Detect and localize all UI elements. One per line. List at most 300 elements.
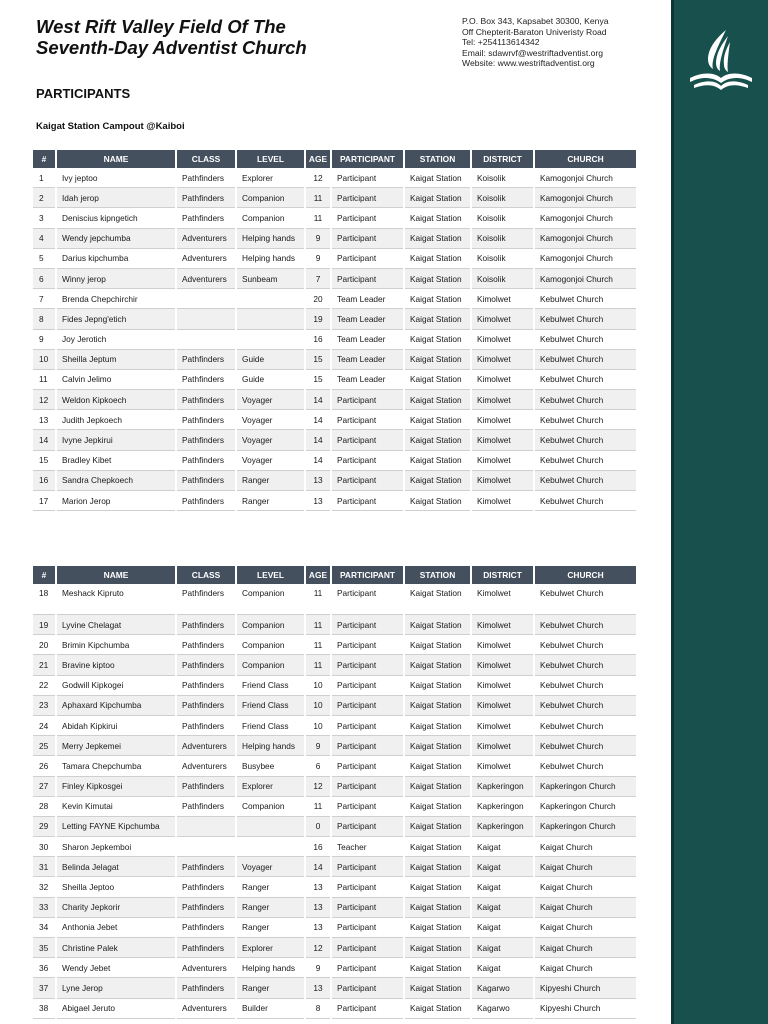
cell-class: Pathfinders bbox=[176, 715, 236, 735]
cell-station: Kaigat Station bbox=[404, 615, 471, 635]
contact-email: Email: sdawrvf@westriftadventist.org bbox=[462, 47, 604, 58]
cell-level: Ranger bbox=[236, 917, 305, 937]
cell-district: Kapkeringon bbox=[471, 776, 534, 796]
cell-name: Lyvine Chelagat bbox=[56, 615, 176, 635]
cell-num: 3 bbox=[33, 208, 56, 228]
cell-age: 13 bbox=[305, 470, 331, 490]
column-header-participant: PARTICIPANT bbox=[331, 150, 404, 168]
cell-class: Adventurers bbox=[176, 958, 236, 978]
cell-class: Adventurers bbox=[176, 248, 236, 268]
cell-level: Companion bbox=[236, 655, 305, 675]
cell-name: Brenda Chepchirchir bbox=[56, 289, 176, 309]
column-header-station: STATION bbox=[404, 150, 471, 168]
cell-level: Helping hands bbox=[236, 736, 305, 756]
table-row bbox=[33, 635, 636, 655]
cell-class bbox=[176, 329, 236, 349]
cell-class: Pathfinders bbox=[176, 917, 236, 937]
cell-district: Kimolwet bbox=[471, 715, 534, 735]
cell-participant: Participant bbox=[331, 470, 404, 490]
cell-station: Kaigat Station bbox=[404, 655, 471, 675]
cell-station: Kaigat Station bbox=[404, 816, 471, 836]
cell-district: Kimolwet bbox=[471, 615, 534, 635]
cell-district: Kimolwet bbox=[471, 390, 534, 410]
cell-name: Joy Jerotich bbox=[56, 329, 176, 349]
cell-class: Pathfinders bbox=[176, 410, 236, 430]
cell-district: Kaigat bbox=[471, 877, 534, 897]
cell-station: Kaigat Station bbox=[404, 289, 471, 309]
cell-church: Kebulwet Church bbox=[534, 756, 636, 776]
table-row bbox=[33, 208, 636, 228]
cell-church: Kamogonjoi Church bbox=[534, 268, 636, 288]
cell-church: Kebulwet Church bbox=[534, 736, 636, 756]
cell-name: Weldon Kipkoech bbox=[56, 390, 176, 410]
cell-age: 14 bbox=[305, 390, 331, 410]
table-row bbox=[33, 978, 636, 998]
cell-age: 16 bbox=[305, 837, 331, 857]
contact-website: Website: www.westriftadventist.org bbox=[462, 58, 595, 69]
cell-age: 12 bbox=[305, 776, 331, 796]
cell-num: 17 bbox=[33, 491, 56, 511]
cell-district: Koisolik bbox=[471, 248, 534, 268]
cell-church: Kebulwet Church bbox=[534, 410, 636, 430]
cell-name: Bravine kiptoo bbox=[56, 655, 176, 675]
cell-station: Kaigat Station bbox=[404, 837, 471, 857]
cell-station: Kaigat Station bbox=[404, 796, 471, 816]
cell-participant: Team Leader bbox=[331, 349, 404, 369]
cell-level: Helping hands bbox=[236, 958, 305, 978]
cell-level: Voyager bbox=[236, 857, 305, 877]
cell-name: Tamara Chepchumba bbox=[56, 756, 176, 776]
cell-name: Judith Jepkoech bbox=[56, 410, 176, 430]
cell-level: Helping hands bbox=[236, 248, 305, 268]
cell-district: Kimolwet bbox=[471, 491, 534, 511]
cell-num: 8 bbox=[33, 309, 56, 329]
cell-participant: Participant bbox=[331, 491, 404, 511]
cell-district: Kimolwet bbox=[471, 470, 534, 490]
table-row bbox=[33, 958, 636, 978]
cell-level: Voyager bbox=[236, 410, 305, 430]
cell-level: Companion bbox=[236, 208, 305, 228]
cell-participant: Participant bbox=[331, 938, 404, 958]
cell-district: Kimolwet bbox=[471, 349, 534, 369]
cell-station: Kaigat Station bbox=[404, 958, 471, 978]
cell-district: Kagarwo bbox=[471, 978, 534, 998]
table-row bbox=[33, 349, 636, 369]
cell-name: Darius kipchumba bbox=[56, 248, 176, 268]
cell-district: Kimolwet bbox=[471, 695, 534, 715]
cell-num: 5 bbox=[33, 248, 56, 268]
cell-district: Kimolwet bbox=[471, 584, 534, 615]
cell-church: Kebulwet Church bbox=[534, 450, 636, 470]
organization-title bbox=[36, 16, 307, 58]
cell-level bbox=[236, 289, 305, 309]
cell-station: Kaigat Station bbox=[404, 470, 471, 490]
cell-church: Kebulwet Church bbox=[534, 309, 636, 329]
cell-participant: Participant bbox=[331, 635, 404, 655]
column-header-district: DISTRICT bbox=[471, 566, 534, 584]
cell-church: Kaigat Church bbox=[534, 897, 636, 917]
cell-name: Meshack Kipruto bbox=[56, 584, 176, 615]
cell-participant: Participant bbox=[331, 736, 404, 756]
cell-church: Kaigat Church bbox=[534, 917, 636, 937]
cell-name: Ivy jeptoo bbox=[56, 168, 176, 188]
cell-num: 31 bbox=[33, 857, 56, 877]
table-row bbox=[33, 491, 636, 511]
cell-station: Kaigat Station bbox=[404, 329, 471, 349]
cell-church: Kebulwet Church bbox=[534, 349, 636, 369]
cell-num: 30 bbox=[33, 837, 56, 857]
cell-name: Ivyne Jepkirui bbox=[56, 430, 176, 450]
cell-district: Kaigat bbox=[471, 857, 534, 877]
column-header-name: NAME bbox=[56, 150, 176, 168]
cell-district: Koisolik bbox=[471, 268, 534, 288]
cell-level: Guide bbox=[236, 369, 305, 389]
table-row bbox=[33, 655, 636, 675]
cell-church: Kebulwet Church bbox=[534, 584, 636, 615]
cell-age: 14 bbox=[305, 450, 331, 470]
cell-num: 20 bbox=[33, 635, 56, 655]
cell-station: Kaigat Station bbox=[404, 450, 471, 470]
table-row bbox=[33, 309, 636, 329]
cell-age: 10 bbox=[305, 715, 331, 735]
cell-name: Winny jerop bbox=[56, 268, 176, 288]
cell-name: Marion Jerop bbox=[56, 491, 176, 511]
cell-name: Merry Jepkemei bbox=[56, 736, 176, 756]
cell-district: Kimolwet bbox=[471, 410, 534, 430]
cell-name: Abidah Kipkirui bbox=[56, 715, 176, 735]
cell-class: Pathfinders bbox=[176, 491, 236, 511]
contact-phone: Tel: +254113614342 bbox=[462, 37, 540, 48]
table-row bbox=[33, 917, 636, 937]
cell-district: Kaigat bbox=[471, 917, 534, 937]
cell-age: 19 bbox=[305, 309, 331, 329]
participants-table-1 bbox=[33, 150, 636, 511]
cell-station: Kaigat Station bbox=[404, 978, 471, 998]
cell-level: Companion bbox=[236, 635, 305, 655]
cell-station: Kaigat Station bbox=[404, 309, 471, 329]
cell-station: Kaigat Station bbox=[404, 857, 471, 877]
cell-participant: Teacher bbox=[331, 837, 404, 857]
cell-num: 38 bbox=[33, 998, 56, 1018]
cell-num: 23 bbox=[33, 695, 56, 715]
cell-participant: Team Leader bbox=[331, 309, 404, 329]
cell-num: 19 bbox=[33, 615, 56, 635]
cell-age: 11 bbox=[305, 615, 331, 635]
cell-church: Kapkeringon Church bbox=[534, 796, 636, 816]
cell-name: Belinda Jelagat bbox=[56, 857, 176, 877]
cell-district: Kimolwet bbox=[471, 635, 534, 655]
table-row bbox=[33, 228, 636, 248]
cell-name: Anthonia Jebet bbox=[56, 917, 176, 937]
cell-num: 36 bbox=[33, 958, 56, 978]
cell-level: Voyager bbox=[236, 430, 305, 450]
cell-age: 11 bbox=[305, 188, 331, 208]
cell-num: 29 bbox=[33, 816, 56, 836]
cell-station: Kaigat Station bbox=[404, 998, 471, 1018]
column-header-class: CLASS bbox=[176, 150, 236, 168]
organization-title-line2: Seventh-Day Adventist Church bbox=[36, 37, 307, 58]
cell-participant: Participant bbox=[331, 228, 404, 248]
cell-class: Pathfinders bbox=[176, 938, 236, 958]
cell-class: Pathfinders bbox=[176, 369, 236, 389]
cell-age: 10 bbox=[305, 675, 331, 695]
cell-station: Kaigat Station bbox=[404, 168, 471, 188]
cell-name: Aphaxard Kipchumba bbox=[56, 695, 176, 715]
table-row bbox=[33, 450, 636, 470]
adventist-logo-icon bbox=[686, 28, 756, 96]
column-header-num: # bbox=[33, 150, 56, 168]
cell-age: 13 bbox=[305, 491, 331, 511]
table-row bbox=[33, 796, 636, 816]
cell-level bbox=[236, 309, 305, 329]
cell-participant: Participant bbox=[331, 430, 404, 450]
cell-num: 32 bbox=[33, 877, 56, 897]
cell-district: Kimolwet bbox=[471, 675, 534, 695]
cell-name: Bradley Kibet bbox=[56, 450, 176, 470]
cell-church: Kebulwet Church bbox=[534, 491, 636, 511]
table-row bbox=[33, 776, 636, 796]
cell-class: Pathfinders bbox=[176, 695, 236, 715]
cell-participant: Participant bbox=[331, 978, 404, 998]
cell-station: Kaigat Station bbox=[404, 938, 471, 958]
cell-name: Finley Kipkosgei bbox=[56, 776, 176, 796]
cell-church: Kebulwet Church bbox=[534, 675, 636, 695]
cell-level: Guide bbox=[236, 349, 305, 369]
cell-church: Kapkeringon Church bbox=[534, 776, 636, 796]
column-header-age: AGE bbox=[305, 566, 331, 584]
cell-district: Kagarwo bbox=[471, 998, 534, 1018]
cell-district: Kimolwet bbox=[471, 289, 534, 309]
cell-station: Kaigat Station bbox=[404, 877, 471, 897]
cell-age: 9 bbox=[305, 736, 331, 756]
cell-class: Pathfinders bbox=[176, 897, 236, 917]
cell-name: Kevin Kimutai bbox=[56, 796, 176, 816]
cell-num: 15 bbox=[33, 450, 56, 470]
cell-name: Godwill Kipkogei bbox=[56, 675, 176, 695]
cell-num: 28 bbox=[33, 796, 56, 816]
cell-participant: Team Leader bbox=[331, 289, 404, 309]
cell-num: 2 bbox=[33, 188, 56, 208]
column-header-station: STATION bbox=[404, 566, 471, 584]
cell-church: Kebulwet Church bbox=[534, 390, 636, 410]
cell-level: Ranger bbox=[236, 978, 305, 998]
cell-class: Pathfinders bbox=[176, 615, 236, 635]
cell-num: 7 bbox=[33, 289, 56, 309]
cell-participant: Participant bbox=[331, 268, 404, 288]
cell-church: Kebulwet Church bbox=[534, 615, 636, 635]
cell-age: 7 bbox=[305, 268, 331, 288]
table-row bbox=[33, 369, 636, 389]
cell-class bbox=[176, 289, 236, 309]
cell-name: Sandra Chepkoech bbox=[56, 470, 176, 490]
cell-participant: Participant bbox=[331, 584, 404, 615]
cell-participant: Participant bbox=[331, 715, 404, 735]
cell-district: Kimolwet bbox=[471, 756, 534, 776]
cell-class: Pathfinders bbox=[176, 796, 236, 816]
table-row bbox=[33, 857, 636, 877]
cell-level: Ranger bbox=[236, 897, 305, 917]
table-row bbox=[33, 615, 636, 635]
cell-num: 10 bbox=[33, 349, 56, 369]
cell-church: Kebulwet Church bbox=[534, 695, 636, 715]
cell-church: Kebulwet Church bbox=[534, 715, 636, 735]
cell-station: Kaigat Station bbox=[404, 715, 471, 735]
cell-participant: Participant bbox=[331, 958, 404, 978]
table-row bbox=[33, 390, 636, 410]
cell-name: Lyne Jerop bbox=[56, 978, 176, 998]
cell-district: Kapkeringon bbox=[471, 796, 534, 816]
cell-class: Pathfinders bbox=[176, 470, 236, 490]
cell-church: Kebulwet Church bbox=[534, 470, 636, 490]
cell-age: 13 bbox=[305, 917, 331, 937]
cell-num: 37 bbox=[33, 978, 56, 998]
cell-station: Kaigat Station bbox=[404, 736, 471, 756]
cell-level: Companion bbox=[236, 615, 305, 635]
cell-age: 20 bbox=[305, 289, 331, 309]
cell-church: Kebulwet Church bbox=[534, 369, 636, 389]
cell-station: Kaigat Station bbox=[404, 228, 471, 248]
cell-class: Adventurers bbox=[176, 736, 236, 756]
cell-name: Sharon Jepkemboi bbox=[56, 837, 176, 857]
cell-church: Kapkeringon Church bbox=[534, 816, 636, 836]
table-row bbox=[33, 715, 636, 735]
table-row bbox=[33, 289, 636, 309]
cell-church: Kamogonjoi Church bbox=[534, 248, 636, 268]
cell-participant: Participant bbox=[331, 675, 404, 695]
cell-age: 14 bbox=[305, 430, 331, 450]
cell-age: 14 bbox=[305, 410, 331, 430]
column-header-district: DISTRICT bbox=[471, 150, 534, 168]
cell-age: 10 bbox=[305, 695, 331, 715]
column-header-level: LEVEL bbox=[236, 566, 305, 584]
cell-num: 11 bbox=[33, 369, 56, 389]
cell-district: Kaigat bbox=[471, 938, 534, 958]
cell-participant: Participant bbox=[331, 917, 404, 937]
cell-class: Pathfinders bbox=[176, 188, 236, 208]
cell-class: Pathfinders bbox=[176, 776, 236, 796]
cell-participant: Participant bbox=[331, 695, 404, 715]
cell-district: Koisolik bbox=[471, 168, 534, 188]
table-header-row bbox=[33, 566, 636, 584]
cell-participant: Participant bbox=[331, 796, 404, 816]
cell-participant: Participant bbox=[331, 168, 404, 188]
cell-participant: Participant bbox=[331, 390, 404, 410]
table-row bbox=[33, 998, 636, 1018]
campout-subheading: Kaigat Station Campout @Kaiboi bbox=[36, 121, 185, 132]
cell-class: Pathfinders bbox=[176, 978, 236, 998]
cell-name: Charity Jepkorir bbox=[56, 897, 176, 917]
cell-church: Kebulwet Church bbox=[534, 655, 636, 675]
cell-participant: Participant bbox=[331, 877, 404, 897]
cell-level: Explorer bbox=[236, 776, 305, 796]
cell-level: Friend Class bbox=[236, 715, 305, 735]
participants-table-2 bbox=[33, 566, 636, 1019]
table-row bbox=[33, 329, 636, 349]
cell-age: 13 bbox=[305, 978, 331, 998]
cell-age: 15 bbox=[305, 369, 331, 389]
cell-level bbox=[236, 837, 305, 857]
cell-level: Sunbeam bbox=[236, 268, 305, 288]
cell-participant: Participant bbox=[331, 816, 404, 836]
cell-participant: Participant bbox=[331, 998, 404, 1018]
cell-age: 9 bbox=[305, 228, 331, 248]
cell-class bbox=[176, 309, 236, 329]
cell-station: Kaigat Station bbox=[404, 491, 471, 511]
column-header-church: CHURCH bbox=[534, 150, 636, 168]
cell-station: Kaigat Station bbox=[404, 349, 471, 369]
cell-participant: Team Leader bbox=[331, 369, 404, 389]
cell-church: Kaigat Church bbox=[534, 877, 636, 897]
cell-age: 0 bbox=[305, 816, 331, 836]
cell-level: Friend Class bbox=[236, 675, 305, 695]
cell-participant: Participant bbox=[331, 615, 404, 635]
cell-num: 13 bbox=[33, 410, 56, 430]
cell-church: Kamogonjoi Church bbox=[534, 168, 636, 188]
cell-class bbox=[176, 837, 236, 857]
cell-level: Explorer bbox=[236, 938, 305, 958]
cell-participant: Participant bbox=[331, 857, 404, 877]
cell-num: 9 bbox=[33, 329, 56, 349]
cell-age: 16 bbox=[305, 329, 331, 349]
cell-level: Friend Class bbox=[236, 695, 305, 715]
cell-station: Kaigat Station bbox=[404, 208, 471, 228]
cell-district: Kapkeringon bbox=[471, 816, 534, 836]
table-row bbox=[33, 938, 636, 958]
cell-age: 11 bbox=[305, 584, 331, 615]
column-header-class: CLASS bbox=[176, 566, 236, 584]
cell-age: 8 bbox=[305, 998, 331, 1018]
cell-district: Kaigat bbox=[471, 958, 534, 978]
cell-station: Kaigat Station bbox=[404, 756, 471, 776]
cell-level: Companion bbox=[236, 188, 305, 208]
cell-class: Pathfinders bbox=[176, 635, 236, 655]
contact-address: P.O. Box 343, Kapsabet 30300, Kenya bbox=[462, 16, 609, 26]
table-row bbox=[33, 837, 636, 857]
cell-name: Wendy Jebet bbox=[56, 958, 176, 978]
cell-district: Kimolwet bbox=[471, 655, 534, 675]
cell-participant: Participant bbox=[331, 897, 404, 917]
cell-num: 24 bbox=[33, 715, 56, 735]
cell-level: Ranger bbox=[236, 470, 305, 490]
contact-road: Off Chepterit-Baraton Univeristy Road bbox=[462, 26, 607, 37]
cell-class: Adventurers bbox=[176, 268, 236, 288]
cell-level: Voyager bbox=[236, 390, 305, 410]
cell-num: 34 bbox=[33, 917, 56, 937]
cell-participant: Participant bbox=[331, 450, 404, 470]
cell-num: 35 bbox=[33, 938, 56, 958]
table-row bbox=[33, 756, 636, 776]
cell-level bbox=[236, 329, 305, 349]
cell-district: Kimolwet bbox=[471, 430, 534, 450]
cell-church: Kamogonjoi Church bbox=[534, 188, 636, 208]
cell-church: Kaigat Church bbox=[534, 857, 636, 877]
cell-class: Pathfinders bbox=[176, 877, 236, 897]
cell-class: Adventurers bbox=[176, 228, 236, 248]
cell-class: Pathfinders bbox=[176, 390, 236, 410]
column-header-church: CHURCH bbox=[534, 566, 636, 584]
table-row bbox=[33, 430, 636, 450]
table-row bbox=[33, 248, 636, 268]
cell-level: Builder bbox=[236, 998, 305, 1018]
table-row bbox=[33, 188, 636, 208]
cell-name: Wendy jepchumba bbox=[56, 228, 176, 248]
cell-church: Kamogonjoi Church bbox=[534, 208, 636, 228]
cell-participant: Participant bbox=[331, 188, 404, 208]
cell-level bbox=[236, 816, 305, 836]
cell-num: 4 bbox=[33, 228, 56, 248]
cell-station: Kaigat Station bbox=[404, 675, 471, 695]
cell-age: 13 bbox=[305, 877, 331, 897]
